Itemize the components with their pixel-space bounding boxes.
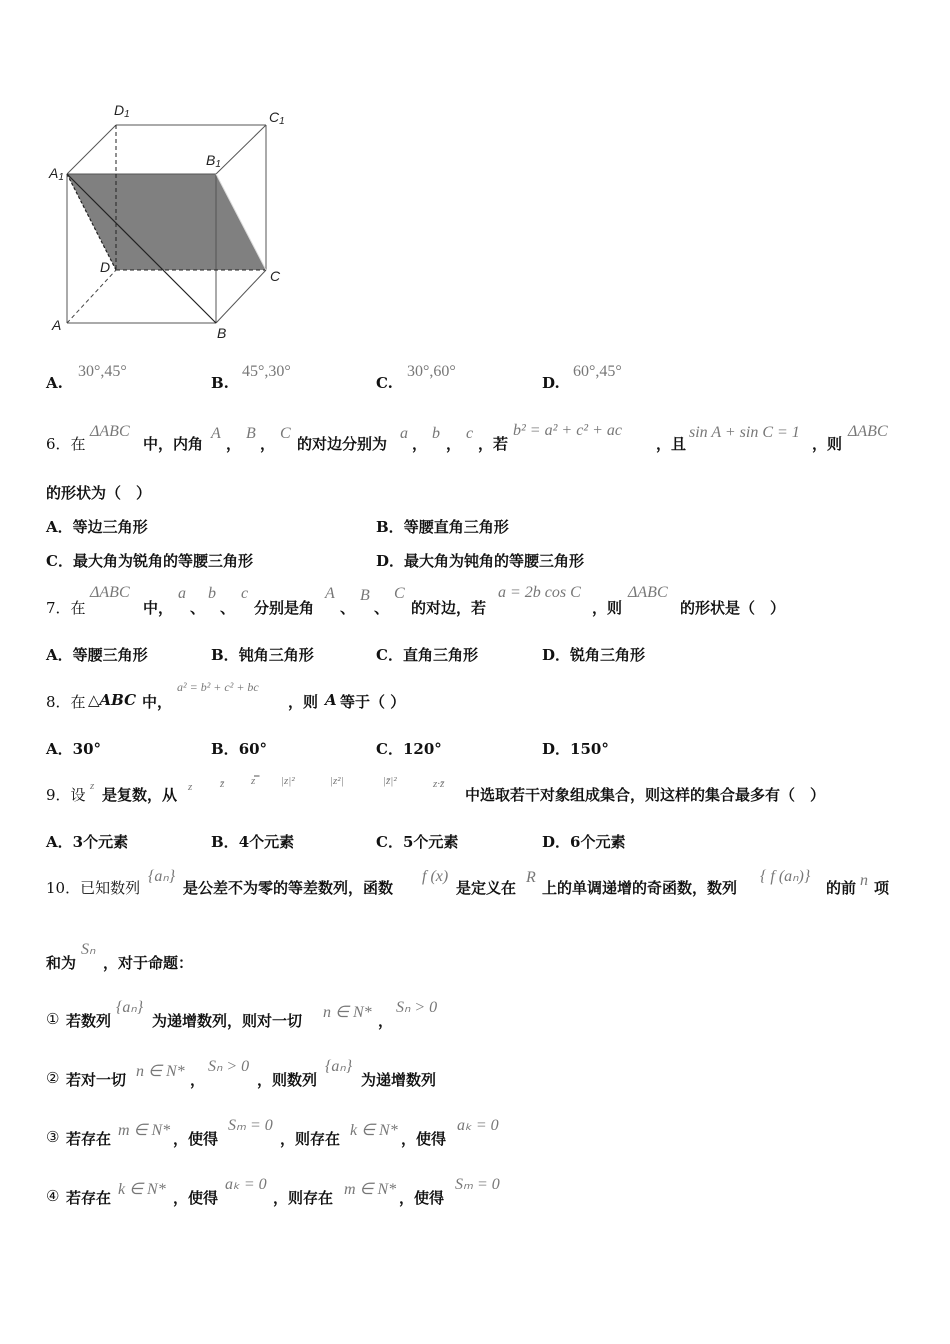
q7-number: 7．在: [46, 599, 86, 617]
q10-p4-text-3: ，则存在: [273, 1189, 334, 1207]
q7-sep-1: 、: [190, 599, 206, 617]
q6-comma-2: ，: [260, 435, 276, 453]
q7-text-3: 的对边，若: [411, 599, 487, 617]
q10-text-2: 是定义在: [456, 879, 517, 897]
q9-option-a: A．3个元素: [46, 833, 129, 851]
label-d: D: [100, 259, 111, 275]
q8-equation: a² = b² + c² + bc: [177, 680, 259, 694]
q8-triangle: △ABC: [88, 691, 137, 709]
q5-option-b-math: 45°,30°: [242, 363, 291, 380]
q10-p2-text-2: ，: [190, 1071, 206, 1089]
q6-text-3: ，若: [478, 435, 509, 453]
q10-p2-text-1: 若对一切: [66, 1071, 127, 1089]
q10-p4-text-2: ，使得: [173, 1189, 219, 1207]
q9-item-4: |z|²: [281, 775, 295, 787]
q5-option-d-letter: D.: [542, 374, 560, 392]
q10-p1-math-3: Sₙ > 0: [396, 999, 438, 1016]
q9-item-1: z: [188, 781, 193, 793]
q7-angle-a: A: [325, 585, 335, 602]
q7-option-a: A．等腰三角形: [46, 646, 148, 664]
q6-comma-1: ，: [226, 435, 242, 453]
label-c: C: [270, 268, 281, 284]
q6-angle-c: C: [280, 425, 291, 442]
q10-p1-mark: ①: [46, 1010, 60, 1028]
q10-function-fx: f (x): [422, 868, 449, 885]
q7-option-b: B．钝角三角形: [211, 646, 314, 664]
q6-equation-1: b² = a² + c² + ac: [513, 422, 622, 439]
q7-angle-b: B: [360, 587, 370, 604]
shaded-plane-a1b1cd: [67, 174, 266, 270]
q7-side-b: b: [208, 585, 216, 602]
q10-p1-text-2: 为递增数列，则对一切: [152, 1012, 303, 1030]
label-c1: C1: [269, 109, 285, 127]
q6-option-b: B．等腰直角三角形: [376, 518, 509, 536]
q10-text-5: 项: [874, 879, 890, 897]
q6-text-2: 的对边分别为: [297, 435, 388, 453]
q10-sn: Sₙ: [81, 941, 96, 958]
q8-text-1: 中，: [142, 693, 173, 711]
q6-angle-b: B: [246, 425, 256, 442]
q9-option-c: C．5个元素: [376, 833, 459, 851]
q6-side-c: c: [466, 425, 474, 442]
q5-option-c-letter: C.: [376, 374, 393, 392]
q8-option-c: C．120°: [376, 740, 442, 758]
q5-option-d-math: 60°,45°: [573, 363, 622, 380]
q10-n: n: [860, 872, 868, 889]
q10-p2-mark: ②: [46, 1069, 60, 1087]
q7-side-c: c: [241, 585, 249, 602]
q9-item-7: z·z̄: [433, 778, 445, 790]
q6-angle-a: A: [211, 425, 221, 442]
q6-side-b: b: [432, 425, 440, 442]
q10-p3-math-3: k ∈ N*: [350, 1122, 398, 1139]
q7-text-4: ，则: [592, 599, 623, 617]
q5-option-a-letter: A.: [46, 374, 63, 392]
q6-comma-3: ，: [412, 435, 428, 453]
q10-line-2b: ，对于命题：: [103, 954, 194, 972]
q7-text-2: 分别是角: [254, 599, 315, 617]
q7-option-d: D．锐角三角形: [542, 646, 646, 664]
q7-angle-c: C: [394, 585, 405, 602]
q10-p4-math-3: m ∈ N*: [344, 1181, 397, 1198]
q7-equation: a = 2b cos C: [498, 584, 581, 601]
q10-p4-math-1: k ∈ N*: [118, 1181, 166, 1198]
q6-option-c: C．最大角为锐角的等腰三角形: [46, 552, 253, 570]
q7-text-5: 的形状是（ ）: [680, 599, 786, 617]
q10-p3-mark: ③: [46, 1128, 60, 1146]
q10-r: R: [526, 869, 536, 886]
q10-p4-text-4: ，使得: [399, 1189, 445, 1207]
q8-number: 8．在: [46, 693, 86, 711]
q9-number: 9．设: [46, 786, 86, 804]
q5-option-b-letter: B.: [211, 374, 229, 392]
q9-z: z: [90, 780, 95, 792]
q6-equation-2: sin A + sin C = 1: [689, 424, 800, 441]
q6-text-5: ，则: [812, 435, 843, 453]
q7-sep-4: 、: [374, 599, 390, 617]
q10-p3-math-1: m ∈ N*: [118, 1122, 171, 1139]
q6-triangle: ΔABC: [90, 423, 130, 440]
label-a: A: [52, 317, 62, 333]
q10-p3-text-4: ，使得: [401, 1130, 447, 1148]
q7-triangle-2: ΔABC: [628, 584, 668, 601]
q10-text-4: 的前: [826, 879, 857, 897]
label-a1: A1: [49, 165, 64, 183]
q7-option-c: C．直角三角形: [376, 646, 478, 664]
q8-option-b: B．60°: [211, 740, 268, 758]
q10-p1-math-1: {aₙ}: [116, 999, 144, 1016]
q9-item-2: z̄: [220, 778, 225, 790]
q9-option-d: D．6个元素: [542, 833, 626, 851]
q10-text-1: 是公差不为零的等差数列，函数: [183, 879, 394, 897]
q9-text-2: 中选取若干对象组成集合，则这样的集合最多有（ ）: [465, 786, 826, 804]
q6-triangle-2: ΔABC: [848, 423, 888, 440]
q9-option-b: B．4个元素: [211, 833, 295, 851]
q10-p3-text-3: ，则存在: [280, 1130, 341, 1148]
label-d1: D1: [114, 102, 130, 120]
label-b: B: [217, 325, 227, 341]
q8-text-3: 等于（ ）: [340, 693, 406, 711]
q6-option-a: A．等边三角形: [46, 518, 148, 536]
q8-option-a: A．30°: [46, 740, 102, 758]
q10-p1-math-2: n ∈ N*: [323, 1004, 372, 1021]
q6-number: 6．在: [46, 435, 86, 453]
q6-comma-4: ，: [446, 435, 462, 453]
q10-line-2a: 和为: [46, 954, 77, 972]
q5-option-c-math: 30°,60°: [407, 363, 456, 380]
q7-triangle: ΔABC: [90, 584, 130, 601]
q10-p2-text-3: ，则数列: [257, 1071, 318, 1089]
q10-sequence-an: {aₙ}: [148, 868, 176, 885]
q10-p3-math-4: aₖ = 0: [457, 1117, 499, 1134]
q7-side-a: a: [178, 585, 186, 602]
q10-p4-math-2: aₖ = 0: [225, 1176, 267, 1193]
q5-option-a-math: 30°,45°: [78, 363, 127, 380]
q8-option-d: D．150°: [542, 740, 609, 758]
q6-side-a: a: [400, 425, 408, 442]
q7-sep-2: 、: [220, 599, 236, 617]
q10-p4-text-1: 若存在: [66, 1189, 112, 1207]
q10-p3-text-1: 若存在: [66, 1130, 112, 1148]
q7-sep-3: 、: [340, 599, 356, 617]
q8-angle-a: A: [325, 691, 337, 709]
q10-p3-text-2: ，使得: [173, 1130, 219, 1148]
q8-text-2: ，则: [288, 693, 319, 711]
q9-item-3: z̿: [251, 775, 256, 787]
q10-p2-math-1: n ∈ N*: [136, 1063, 185, 1080]
q9-item-6: |z̄|²: [383, 775, 397, 787]
q6-text-1: 中，内角: [143, 435, 204, 453]
q10-p4-math-4: Sₘ = 0: [455, 1176, 500, 1193]
q6-line-2: 的形状为（ ）: [46, 484, 152, 502]
q10-p2-text-4: 为递增数列: [361, 1071, 437, 1089]
q10-p4-mark: ④: [46, 1187, 60, 1205]
cube-figure: [40, 95, 300, 350]
q10-p2-math-2: Sₙ > 0: [208, 1058, 250, 1075]
q6-option-d: D．最大角为钝角的等腰三角形: [376, 552, 585, 570]
q10-p2-math-3: {aₙ}: [325, 1058, 353, 1075]
label-b1: B1: [206, 152, 221, 170]
q10-text-3: 上的单调递增的奇函数，数列: [542, 879, 738, 897]
q9-item-5: |z²|: [330, 775, 344, 787]
q10-p1-text-3: ，: [378, 1012, 394, 1030]
q9-text-1: 是复数，从: [102, 786, 178, 804]
q10-p1-text-1: 若数列: [66, 1012, 112, 1030]
q6-text-4: ，且: [656, 435, 687, 453]
q10-sequence-fan: { f (aₙ)}: [760, 868, 811, 885]
q7-text-1: 中，: [143, 599, 174, 617]
q10-p3-math-2: Sₘ = 0: [228, 1117, 273, 1134]
q10-number: 10．已知数列: [46, 879, 141, 897]
